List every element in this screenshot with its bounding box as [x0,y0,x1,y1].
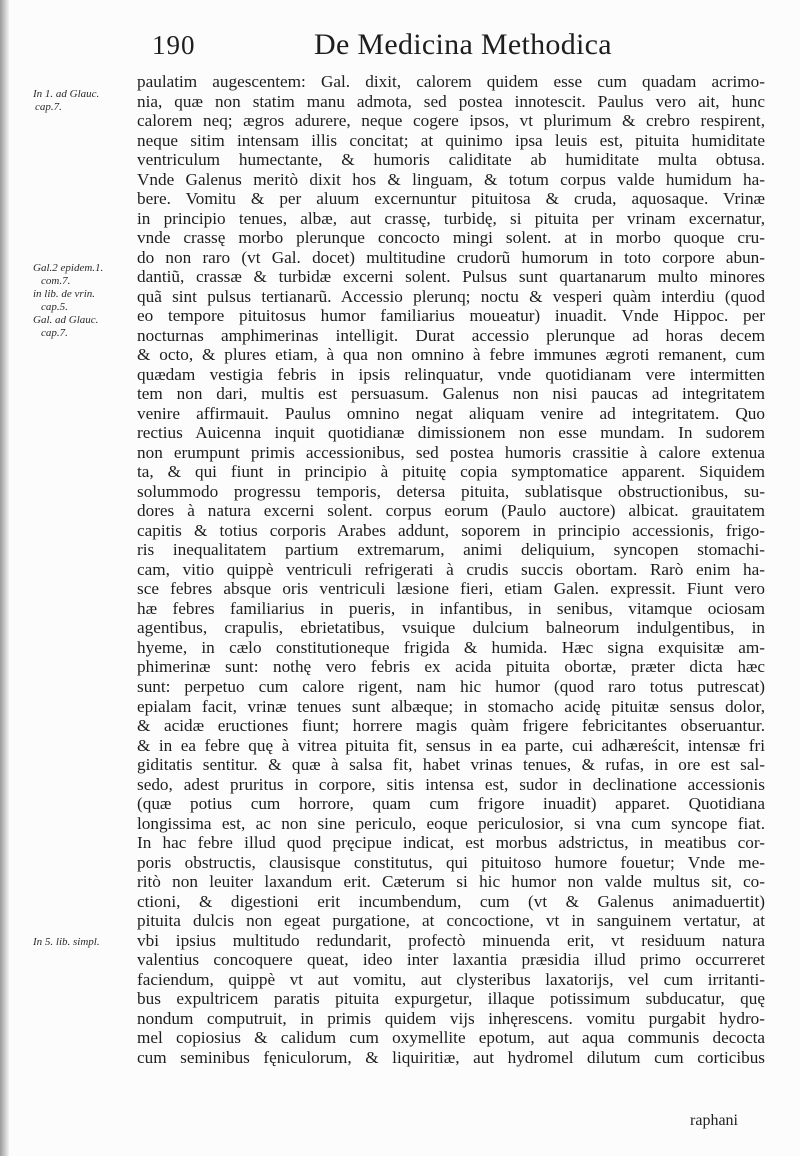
text-line: nondum computruit, in primis quidem vijs inhęrescens. vomitu purgabit hydro- [137,1008,765,1028]
text-line: sce febres absque oris ventriculi læsione fieri, etiam Galen. expressit. Fiunt vero [137,579,765,599]
text-line: bus expultricem paratis pituita expurgetur, illaque potissimum subducatur, quę [137,989,765,1009]
binding-gutter-shadow [0,0,9,1156]
text-line: solummodo progressu temporis, detersa pituita, sublatisque obstructionibus, su- [137,481,765,501]
text-line: venire affirmauit. Paulus omnino negat aliquam venire ad integritatem. Quo [137,403,765,423]
text-line: ta, & qui fiunt in principio à pituitę copia symptomatice apparent. Siquidem [137,462,765,482]
text-line: vnde crassę morbo plerunque concocto mingi solent. at in morbo quoque cru- [137,228,765,248]
running-title: De Medicina Methodica [314,28,612,61]
text-line: In hac febre illud quod pręcipue indicat, est morbus adstrictus, in meatibus cor- [137,833,765,853]
text-line: longissima est, ac non sine periculo, eoque periculosior, si vna cum syncope fiat. [137,813,765,833]
text-line: capitis & totius corporis Arabes addunt, soporem in principio accessionis, frigo- [137,520,765,540]
text-line: quã sint pulsus tertianarũ. Accessio plerunq; noctu & vesperi quàm interdiu (quod [137,286,765,306]
catchword: raphani [690,1112,738,1129]
marginal-note-line: cap.7. [35,101,62,113]
text-line: Vnde Galenus meritò dixit hos & linguam, & totum corpus valde humidum ha- [137,169,765,189]
marginal-note-line: In 5. lib. simpl. [33,936,100,948]
marginal-note [33,936,133,949]
text-line: cam, vitio quippè ventriculi refrigerati à crudis succis obortam. Rarò enim ha- [137,559,765,579]
text-line: poris obstructis, clausisque constitutus, qui pituitoso humore fouetur; Vnde me- [137,852,765,872]
text-line: & acidæ eructiones fiunt; horrere magis quàm frigere febricitantes obseruantur. [137,716,765,736]
marginal-note-line: cap.5. [41,301,68,313]
text-line: ris inequalitatem partium extremarum, animi deliquium, syncopen stomachi- [137,540,765,560]
text-line: faciendum, quippè vt aut vomitu, aut clysteribus laxatorijs, vel cum irritanti- [137,969,765,989]
text-line: calorem neq; ægros adurere, neque cogere ipsos, vt plurimum & crebro respirent, [137,111,765,131]
text-line: sedo, adest pruritus in corpore, sitis intensa est, sudor in declinatione accessionis [137,774,765,794]
text-line: non erumpunt primis accessionibus, sed postea humoris crassitie à calore extenua [137,442,765,462]
text-line: pituita dulcis non egeat purgatione, at concoctione, vt in sanguinem vertatur, at [137,911,765,931]
text-line: dantiũ, crassæ & turbidæ excerni solent. Pulsus sunt quartanarum multo minores [137,267,765,287]
text-line: do non raro (vt Gal. docet) multitudine crudorũ humorum in toto corpore abun- [137,247,765,267]
text-line: bere. Vomitu & per aluum excernuntur pituitosa & cruda, aquosaque. Vrinæ [137,189,765,209]
marginal-note [33,88,133,114]
page-header [130,26,770,66]
text-line: & octo, & plures etiam, à qua non omnino à febre immunes ægroti remanent, cum [137,345,765,365]
show-through-text [30,760,130,773]
marginal-note-line: Gal.2 epidem.1. [33,262,104,274]
marginal-note-line: com.7. [41,275,71,287]
text-line: nia, quæ non statim manu admota, sed postea innotescit. Paulus vero ait, hunc [137,91,765,111]
text-line: neque sitim intensam illis concitat; at quinimo ipsa leuis est, pituita humiditate [137,130,765,150]
text-line: tem non dari, multis est persuasum. Galenus non nisi paucas ad integritatem [137,384,765,404]
text-line: rectius Auicenna inquit quotidianæ dimissionem non esse mundam. In sudorem [137,423,765,443]
text-line: epialam facit, vrinæ tenues sunt albæque; in stomacho acidę pituitæ sensus dolor, [137,696,765,716]
text-line: phimerinæ sunt: nothę vero febris ex acida pituita obortæ, præter dicta hæc [137,657,765,677]
text-line: ctioni, & digestioni erit incumbendum, cum (vt & Galenus animaduertit) [137,891,765,911]
text-line: giditatis sentitur. & quæ à salsa fit, habet vrinas tenues, & rufas, in ore est sal- [137,755,765,775]
marginal-note [33,262,133,340]
text-line: vbi ipsius multitudo redundarit, profectò minuenda erit, vt residuum natura [137,930,765,950]
text-line: quædam vestigia febris in ipsis relinquatur, vnde quotidianam vere intermitten [137,364,765,384]
text-line: paulatim augescentem: Gal. dixit, calorem quidem esse cum quadam acrimo- [137,72,765,91]
marginal-note-line: In 1. ad Glauc. [33,88,100,100]
text-line: ritò non leuiter laxandum erit. Cæterum si hic humor non valde multus sit, co- [137,872,765,892]
text-line: agentibus, crapulis, ebrietatibus, vsuique dulcium balneorum indulgentibus, in [137,618,765,638]
marginal-note-line: cap.7. [41,327,68,339]
text-line: hyeme, in cælo constitutioneque frigida & humida. Hæc signa exquisitæ am- [137,637,765,657]
main-text-block [137,72,765,1067]
text-line: valentius concoquere queat, ideo inter laxantia præsidia illud primo occurreret [137,950,765,970]
text-line: sunt: perpetuo cum calore rigent, nam hic humor (quod raro totus putrescat) [137,676,765,696]
page-number: 190 [152,30,196,60]
text-line: in principio tenues, albæ, aut crassę, turbidę, si pituita per vrinam excernatur, [137,208,765,228]
text-line: eo tempore pituitosus humor familiarius moueatur) inuadit. Vnde Hippoc. per [137,306,765,326]
text-line: nocturnas amphimerinas intelligit. Durat accessio plerunque ad horas decem [137,325,765,345]
text-line: & in ea febre quę à vitrea pituita fit, sensus in ea parte, cui adhæreścit, intensæ fri [137,735,765,755]
text-line: dores à natura excerni solent. corpus eorum (Paulo auctore) albicat. grauitatem [137,501,765,521]
text-line: mel copiosius & calidum cum oxymellite epotum, aut aqua communis decocta [137,1028,765,1048]
text-line: cum seminibus fęniculorum, & liquiritiæ, aut hydromel dilutum cum corticibus [137,1047,765,1067]
marginal-note-line: Gal. ad Glauc. [33,314,99,326]
marginal-note-line: in lib. de vrin. [33,288,96,300]
text-line: ventriculum humectante, & humoris caliditate ab humiditate multa obtusa. [137,150,765,170]
text-line: (quæ potius cum horrore, quam cum frigore inuadit) apparet. Quotidiana [137,794,765,814]
text-line: hæ febres familiarius in pueris, in infantibus, in senibus, vitamque ociosam [137,598,765,618]
